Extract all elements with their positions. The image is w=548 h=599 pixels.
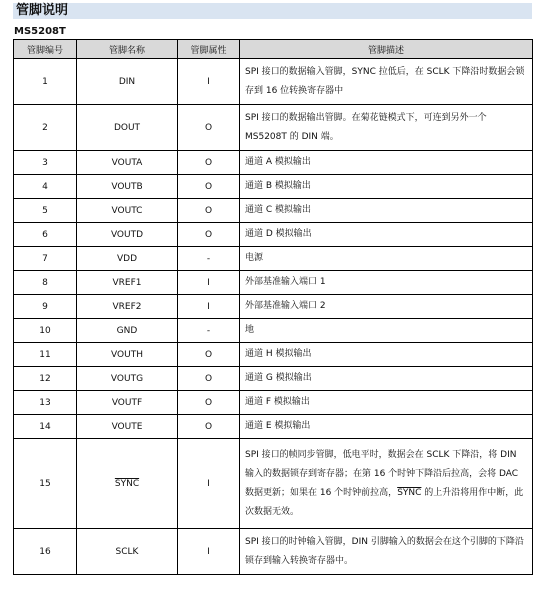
pin-attribute: O — [178, 415, 240, 439]
pin-attribute: O — [178, 199, 240, 223]
pin-name: GND — [77, 319, 178, 343]
pin-name: SCLK — [77, 529, 178, 575]
pin-number: 10 — [14, 319, 77, 343]
pin-description: SPI 接口的数据输入管脚，SYNC 拉低后，在 SCLK 下降沿时数据会锁存到 16 位转换寄存器中 — [240, 59, 533, 105]
pin-number: 13 — [14, 391, 77, 415]
pin-number: 12 — [14, 367, 77, 391]
pin-description: SPI 接口的时钟输入管脚，DIN 引脚输入的数据会在这个引脚的下降沿锁存到输入转换寄存器中。 — [240, 529, 533, 575]
pin-description: 通道 G 模拟输出 — [240, 367, 533, 391]
pin-number: 8 — [14, 271, 77, 295]
pin-name: VREF2 — [77, 295, 178, 319]
section-title: 管脚说明 — [16, 3, 69, 18]
pin-description: 通道 E 模拟输出 — [240, 415, 533, 439]
pin-number: 4 — [14, 175, 77, 199]
pin-number: 2 — [14, 105, 77, 151]
pin-number: 1 — [14, 59, 77, 105]
pin-description: 通道 F 模拟输出 — [240, 391, 533, 415]
pin-attribute: I — [178, 529, 240, 575]
pin-attribute: O — [178, 175, 240, 199]
pin-name: VOUTG — [77, 367, 178, 391]
pin-description: 外部基准输入端口 2 — [240, 295, 533, 319]
table-row — [14, 415, 533, 439]
pin-attribute: I — [178, 271, 240, 295]
pin-number: 5 — [14, 199, 77, 223]
pin-name: VOUTD — [77, 223, 178, 247]
pin-number: 15 — [14, 439, 77, 529]
pin-number: 16 — [14, 529, 77, 575]
pin-description: 通道 B 模拟输出 — [240, 175, 533, 199]
pin-number: 6 — [14, 223, 77, 247]
table-row — [14, 439, 533, 529]
header-pin-name: 管脚名称 — [77, 40, 178, 59]
pin-attribute: - — [178, 319, 240, 343]
pin-description: 通道 H 模拟输出 — [240, 343, 533, 367]
pin-description-part1: SPI 接口的帧同步管脚，低电平时，数据会在 SCLK 下降沿，将 DIN 输入的数据锁存到寄存器；在第 16 个时钟下降沿后拉高，会将 DAC 数据更新；如果在 16 个时钟前拉高， — [245, 449, 519, 498]
pin-number: 9 — [14, 295, 77, 319]
table-row — [14, 199, 533, 223]
pin-attribute: I — [178, 295, 240, 319]
table-row — [14, 151, 533, 175]
header-pin-number: 管脚编号 — [14, 40, 77, 59]
pin-name: DIN — [77, 59, 178, 105]
table-row — [14, 391, 533, 415]
pin-attribute: O — [178, 223, 240, 247]
pin-name: VOUTA — [77, 151, 178, 175]
pin-attribute: O — [178, 391, 240, 415]
pin-name: VDD — [77, 247, 178, 271]
pin-description: 通道 D 模拟输出 — [240, 223, 533, 247]
pin-description-overline: SYNC — [397, 487, 422, 498]
pin-number: 3 — [14, 151, 77, 175]
pin-name: VOUTF — [77, 391, 178, 415]
table-row — [14, 105, 533, 151]
pin-description: 地 — [240, 319, 533, 343]
pin-description — [240, 439, 533, 529]
pin-name: DOUT — [77, 105, 178, 151]
table-row — [14, 367, 533, 391]
pin-name: VREF1 — [77, 271, 178, 295]
section-title-bar — [13, 3, 532, 19]
pin-attribute: I — [178, 439, 240, 529]
pin-attribute: O — [178, 367, 240, 391]
table-row — [14, 247, 533, 271]
pin-name — [77, 439, 178, 529]
pin-name-overline: SYNC — [114, 478, 140, 489]
pin-attribute: O — [178, 105, 240, 151]
pin-number: 7 — [14, 247, 77, 271]
table-row — [14, 223, 533, 247]
pin-description: 通道 A 模拟输出 — [240, 151, 533, 175]
pin-attribute: - — [178, 247, 240, 271]
pin-description: 通道 C 模拟输出 — [240, 199, 533, 223]
pin-name: VOUTE — [77, 415, 178, 439]
table-header-row — [14, 40, 533, 59]
pin-number: 11 — [14, 343, 77, 367]
header-pin-description: 管脚描述 — [240, 40, 533, 59]
pin-number: 14 — [14, 415, 77, 439]
pin-description: SPI 接口的数据输出管脚。在菊花链模式下，可连到另外一个 MS5208T 的 DIN 端。 — [240, 105, 533, 151]
table-row — [14, 343, 533, 367]
pin-attribute: O — [178, 151, 240, 175]
table-row — [14, 59, 533, 105]
model-label: MS5208T — [14, 26, 66, 37]
table-row — [14, 529, 533, 575]
table-row — [14, 319, 533, 343]
table-row — [14, 175, 533, 199]
pin-name: VOUTB — [77, 175, 178, 199]
pin-description: 电源 — [240, 247, 533, 271]
pin-name: VOUTC — [77, 199, 178, 223]
pin-name: VOUTH — [77, 343, 178, 367]
pin-attribute: O — [178, 343, 240, 367]
table-row — [14, 295, 533, 319]
pin-attribute: I — [178, 59, 240, 105]
table-row — [14, 271, 533, 295]
pin-table — [13, 39, 533, 575]
header-pin-attribute: 管脚属性 — [178, 40, 240, 59]
pin-description-part2: 的上升沿将用作中断，此次数据无效。 — [245, 487, 524, 517]
pin-description: 外部基准输入端口 1 — [240, 271, 533, 295]
